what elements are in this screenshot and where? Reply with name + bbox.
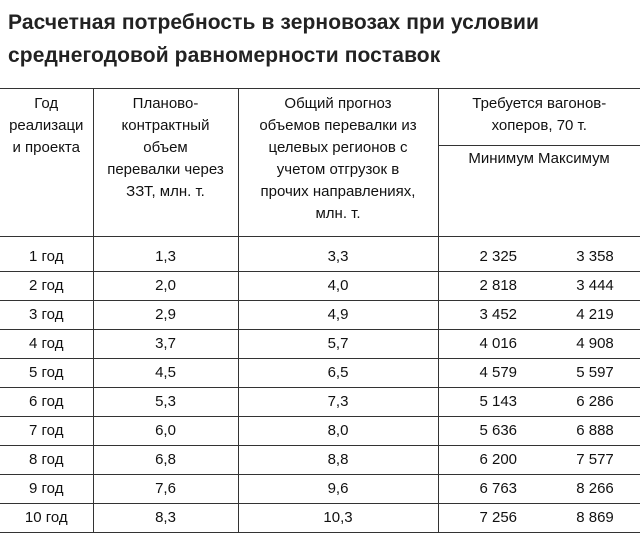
planned-cell: 6,0 [93,417,238,446]
table-row [0,504,640,533]
year-cell: 1 год [0,237,93,272]
planned-cell: 6,8 [93,446,238,475]
min-cell: 7 256 [438,504,536,533]
supply-table [0,88,640,533]
min-cell: 4 016 [438,330,536,359]
min-cell: 6 200 [438,446,536,475]
forecast-cell: 5,7 [238,330,438,359]
table-row [0,446,640,475]
forecast-cell: 4,0 [238,272,438,301]
planned-cell: 2,9 [93,301,238,330]
min-cell: 5 143 [438,388,536,417]
header-planned: Планово- контрактный объем перевалки через ЗЗТ, млн. т. [93,89,238,237]
year-cell: 2 год [0,272,93,301]
page-title: Расчетная потребность в зерновозах при условии среднегодовой равномерности поставок [8,11,540,67]
max-cell: 8 266 [536,475,640,504]
table-row [0,330,640,359]
max-cell: 6 888 [536,417,640,446]
planned-cell: 7,6 [93,475,238,504]
table-row [0,237,640,272]
min-cell: 3 452 [438,301,536,330]
header-forecast: Общий прогноз объемов перевалки из целевых регионов с учетом отгрузок в прочих направлениях, млн. т. [238,89,438,237]
min-cell: 4 579 [438,359,536,388]
year-cell: 7 год [0,417,93,446]
year-cell: 4 год [0,330,93,359]
min-cell: 2 818 [438,272,536,301]
forecast-cell: 4,9 [238,301,438,330]
header-min: Минимум [438,146,536,237]
planned-cell: 8,3 [93,504,238,533]
table-row [0,359,640,388]
forecast-cell: 6,5 [238,359,438,388]
max-cell: 7 577 [536,446,640,475]
forecast-cell: 8,8 [238,446,438,475]
table-row [0,301,640,330]
year-cell: 9 год [0,475,93,504]
min-cell: 6 763 [438,475,536,504]
table-row [0,272,640,301]
forecast-cell: 9,6 [238,475,438,504]
header-year: Год реализаци и проекта [0,89,93,237]
forecast-cell: 7,3 [238,388,438,417]
forecast-cell: 8,0 [238,417,438,446]
min-cell: 2 325 [438,237,536,272]
year-cell: 6 год [0,388,93,417]
forecast-cell: 10,3 [238,504,438,533]
max-cell: 8 869 [536,504,640,533]
table-row [0,417,640,446]
planned-cell: 2,0 [93,272,238,301]
max-cell: 6 286 [536,388,640,417]
table-row [0,388,640,417]
year-cell: 8 год [0,446,93,475]
max-cell: 3 444 [536,272,640,301]
max-cell: 3 358 [536,237,640,272]
year-cell: 3 год [0,301,93,330]
min-cell: 5 636 [438,417,536,446]
planned-cell: 3,7 [93,330,238,359]
max-cell: 5 597 [536,359,640,388]
planned-cell: 1,3 [93,237,238,272]
planned-cell: 4,5 [93,359,238,388]
year-cell: 5 год [0,359,93,388]
table-row [0,475,640,504]
planned-cell: 5,3 [93,388,238,417]
header-max: Максимум [536,146,640,237]
year-cell: 10 год [0,504,93,533]
max-cell: 4 908 [536,330,640,359]
forecast-cell: 3,3 [238,237,438,272]
header-required: Требуется вагонов- хоперов, 70 т. [438,89,640,146]
max-cell: 4 219 [536,301,640,330]
